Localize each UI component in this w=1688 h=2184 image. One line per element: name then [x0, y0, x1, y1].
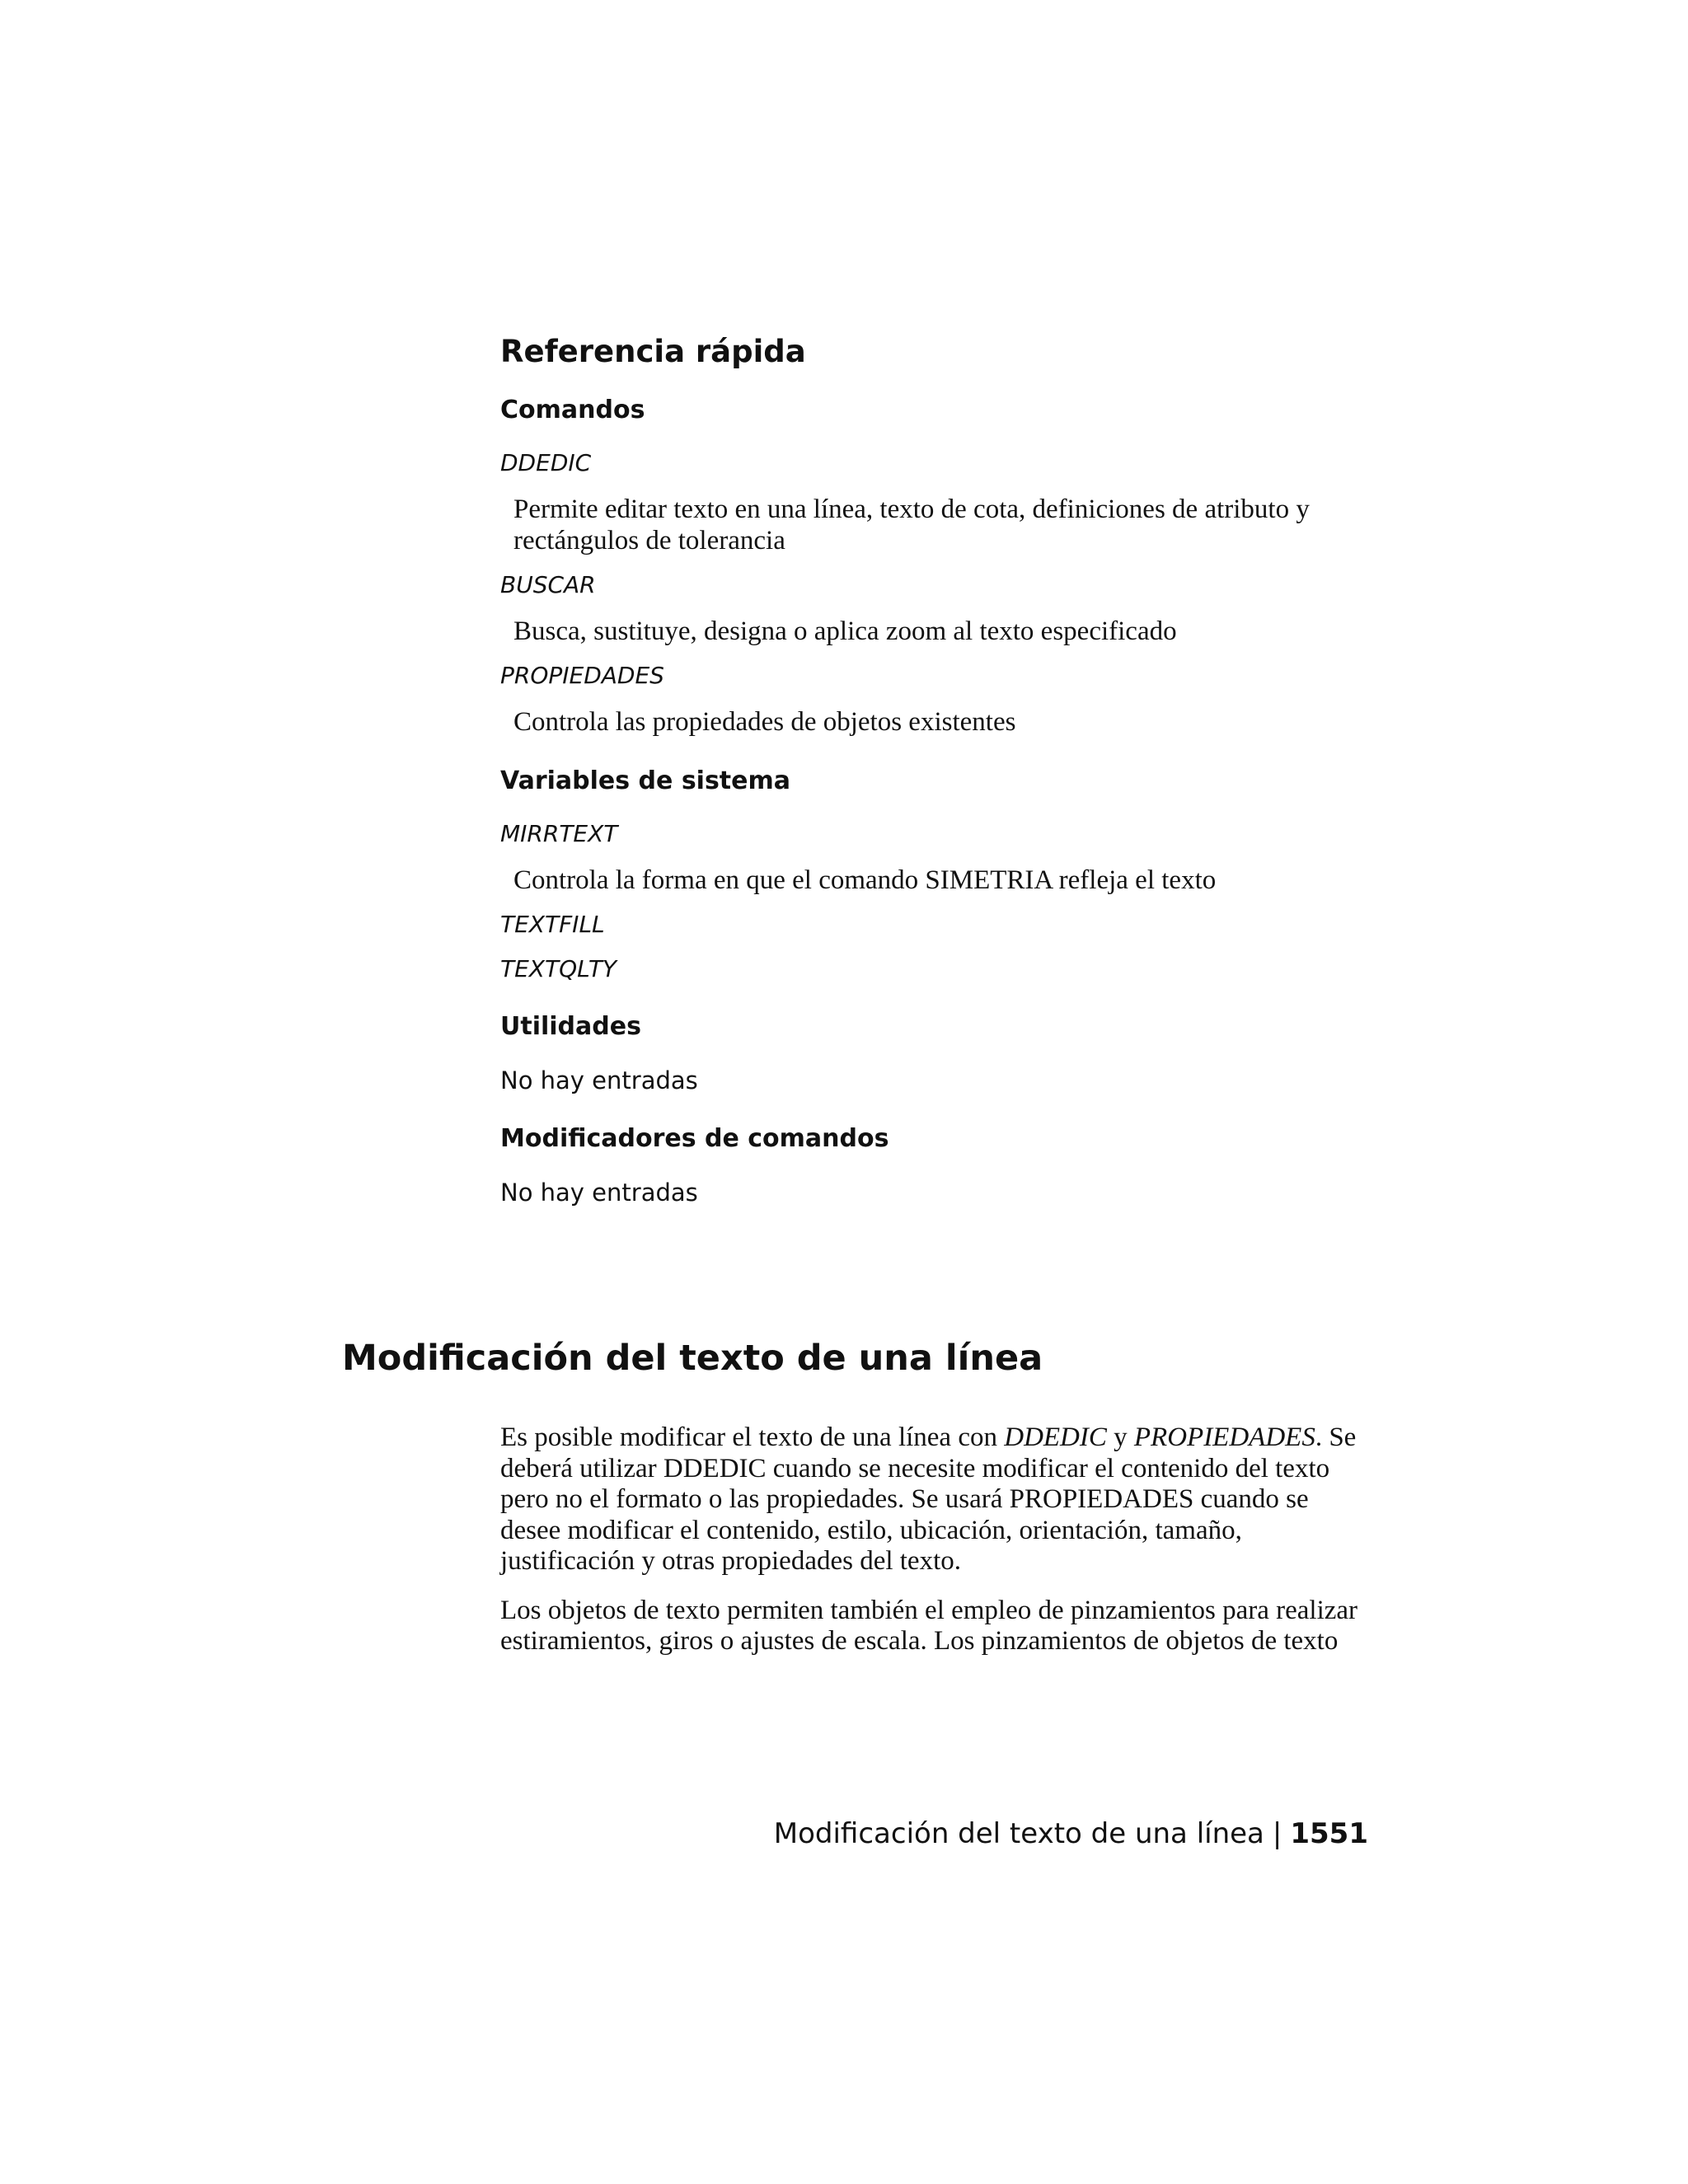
- command-modifiers-text: No hay entradas: [500, 1179, 698, 1207]
- system-variables-heading: Variables de sistema: [500, 766, 791, 795]
- variable-name-textfill: TEXTFILL: [500, 911, 605, 938]
- command-modifiers-heading: Modificadores de comandos: [500, 1124, 889, 1153]
- utilities-heading: Utilidades: [500, 1012, 641, 1041]
- paragraph-1-command-propiedades[interactable]: PROPIEDADES: [1133, 1422, 1315, 1452]
- variable-name-mirrtext: MIRRTEXT: [500, 820, 618, 847]
- paragraph-1-part-3: . Se deberá utilizar DDEDIC cuando se necesite modificar el contenido del texto pero no el formato o las propiedades. Se usará PROPIEDADES cuando se desee modificar el contenido, estilo, ubicación, orientación, tamaño, justificación y otras propiedades del texto.: [500, 1422, 1357, 1576]
- footer-separator: |: [1272, 1817, 1282, 1850]
- quick-reference: [500, 334, 1374, 1207]
- command-description-propiedades: Controla las propiedades de objetos existentes: [513, 707, 1016, 737]
- footer-title: Modificación del texto de una línea: [773, 1817, 1264, 1850]
- command-description-ddedic: Permite editar texto en una línea, texto de cota, definiciones de atributo y rectángulos de tolerancia: [513, 494, 1310, 555]
- paragraph-1-part-1: Es posible modificar el texto de una línea con: [500, 1422, 1005, 1452]
- paragraph-2: Los objetos de texto permiten también el empleo de pinzamientos para realizar estiramientos, giros o ajustes de escala. Los pinzamientos de objetos de texto: [500, 1595, 1358, 1656]
- paragraph-1-command-ddedic[interactable]: DDEDIC: [1004, 1422, 1107, 1452]
- command-description-buscar: Busca, sustituye, designa o aplica zoom al texto especificado: [513, 616, 1177, 646]
- page-footer: [774, 1816, 1368, 1852]
- command-name-ddedic: DDEDIC: [500, 449, 592, 476]
- section-heading: Modificación del texto de una línea: [342, 1338, 1043, 1379]
- command-name-propiedades: PROPIEDADES: [500, 662, 664, 689]
- command-name-buscar: BUSCAR: [500, 571, 596, 598]
- paragraph-1-part-2: y: [1106, 1422, 1134, 1452]
- page-number: 1551: [1290, 1817, 1368, 1850]
- variable-name-textqlty: TEXTQLTY: [500, 955, 617, 982]
- commands-heading: Comandos: [500, 396, 645, 424]
- quick-reference-title: Referencia rápida: [500, 334, 806, 369]
- paragraph-1: [500, 1422, 1374, 1577]
- section-body: [500, 1422, 1374, 1675]
- utilities-text: No hay entradas: [500, 1066, 698, 1094]
- variable-description-mirrtext: Controla la forma en que el comando SIMETRIA refleja el texto: [513, 865, 1217, 895]
